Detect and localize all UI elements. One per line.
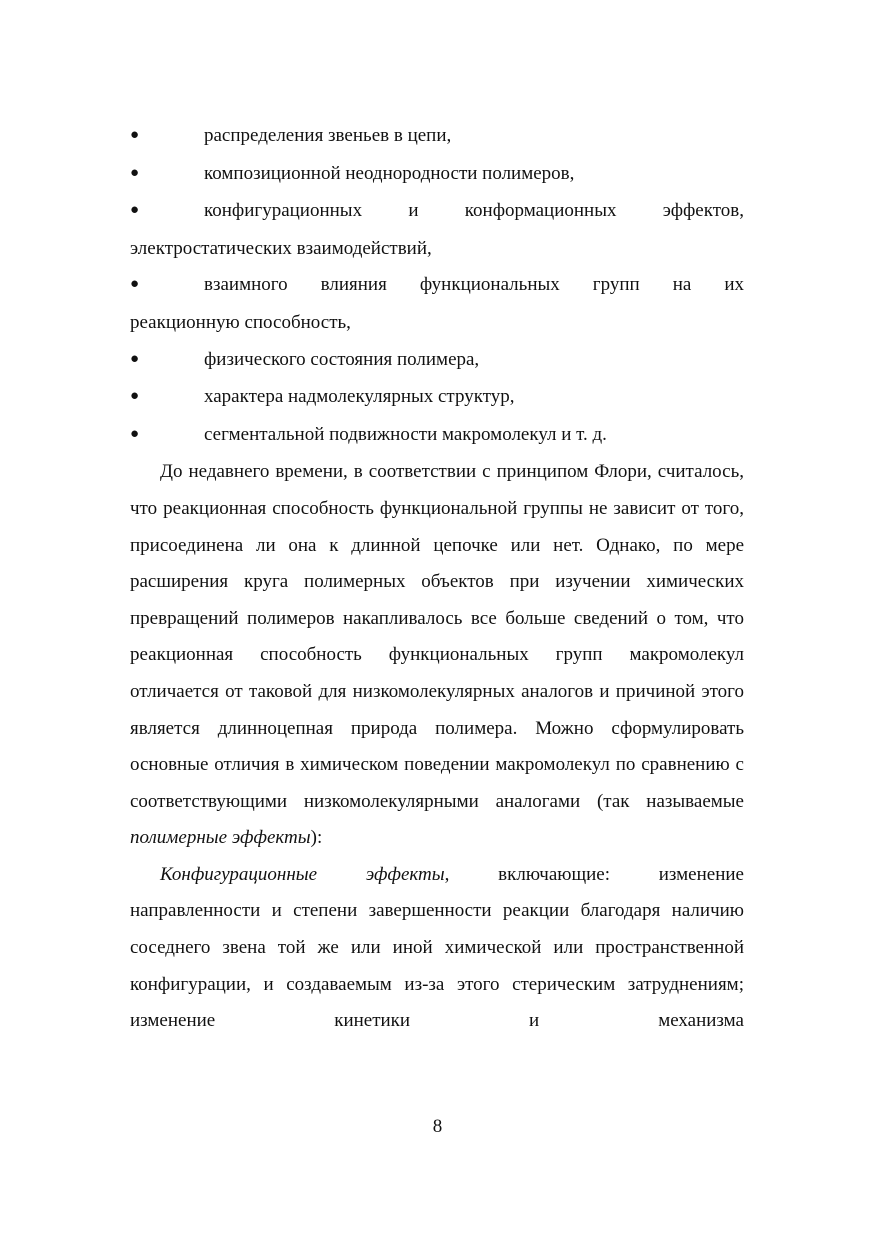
- list-item-text: характера надмолекулярных структур,: [204, 386, 515, 408]
- page-number: 8: [432, 1116, 443, 1137]
- paragraph-text: , включающие: изменение направленности и степени завершенности реакции благодаря наличию соседнего звена той же или иной химической или пространственной конфигурации, и создаваемым из-за этого стерическим затруднениям; изменение кинетики и механизма: [130, 863, 744, 1032]
- bullet-list: [130, 118, 744, 454]
- list-item-first-line: [130, 267, 744, 305]
- bullet-icon: ●: [130, 425, 140, 442]
- bullet-icon: ●: [130, 164, 140, 181]
- list-item-text: конфигурационных и конформационных эффектов,: [204, 200, 744, 222]
- list-item: [130, 267, 744, 341]
- paragraph-italic-term: полимерные эффекты: [130, 827, 311, 849]
- list-item-text: физического состояния полимера,: [204, 348, 480, 370]
- paragraph-text: До недавнего времени, в соответствии с принципом Флори, считалось, что реакционная способность функциональной группы не зависит от того, присоединена ли она к длинной цепочке или нет. Однако, по мере расширения круга полимерных объектов при изучении химических превращений полимеров накапливалось все больше сведений о том, что реакционная способность функциональных групп макромолекул отличается от таковой для низкомолекулярных аналогов и причиной этого является длинноцепная природа полимера. Можно сформулировать основные отличия в химическом поведении макромолекул по сравнению с соответствующими низкомолекулярными аналогами (так называемые: [130, 461, 744, 812]
- list-item-text: сегментальной подвижности макромолекул и т. д.: [204, 423, 607, 445]
- paragraph-tail: ):: [310, 827, 323, 849]
- list-item-text: взаимного влияния функциональных групп на их: [204, 274, 744, 296]
- paragraph-configuration-effects: [130, 857, 744, 1040]
- page-body: [130, 118, 744, 1040]
- paragraph-italic-term: Конфигурационные эффекты: [160, 863, 445, 885]
- list-item: [130, 156, 744, 194]
- bullet-icon: ●: [130, 202, 140, 219]
- list-item-continuation: реакционную способность,: [130, 311, 351, 333]
- bullet-icon: ●: [130, 276, 140, 293]
- list-item-text: распределения звеньев в цепи,: [204, 125, 452, 146]
- bullet-icon: ●: [130, 388, 140, 405]
- list-item: [130, 193, 744, 267]
- list-item-text: композиционной неоднородности полимеров,: [204, 162, 575, 184]
- paragraph-flory-principle: [130, 454, 744, 857]
- list-item: [130, 342, 744, 380]
- bullet-icon: ●: [130, 127, 140, 143]
- bullet-icon: ●: [130, 350, 140, 367]
- list-item-first-line: [130, 193, 744, 231]
- list-item: [130, 417, 744, 455]
- list-item: [130, 379, 744, 417]
- list-item: [130, 118, 744, 156]
- list-item-continuation: электростатических взаимодействий,: [130, 237, 432, 259]
